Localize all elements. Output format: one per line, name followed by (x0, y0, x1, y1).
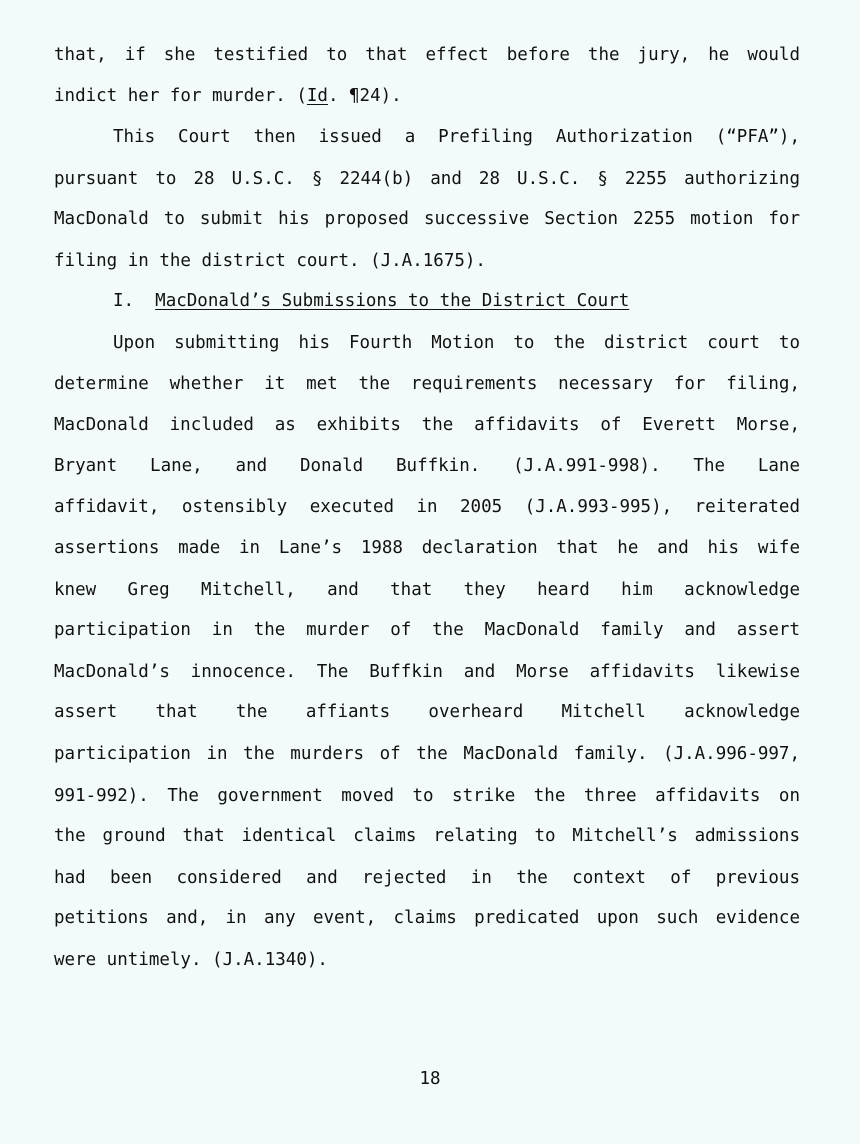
text-fragment: . ¶24). (327, 86, 402, 106)
paragraph-3-line-12: 991-992). The government moved to strike the three affidavits on (54, 786, 800, 806)
paragraph-2-line-1: This Court then issued a Prefiling Authorization (“PFA”), (113, 127, 800, 147)
paragraph-3-line-8: participation in the murder of the MacDonald family and assert (54, 620, 800, 640)
paragraph-3-line-4: Bryant Lane, and Donald Buffkin. (J.A.991-998). The Lane (54, 456, 800, 476)
section-number: I. (113, 291, 135, 311)
paragraph-3-line-3: MacDonald included as exhibits the affidavits of Everett Morse, (54, 415, 800, 435)
text-fragment: indict her for murder. ( (54, 86, 307, 106)
paragraph-1-line-1: that, if she testified to that effect before the jury, he would (54, 45, 800, 65)
paragraph-1-line-2 (54, 84, 800, 108)
paragraph-3-line-1: Upon submitting his Fourth Motion to the district court to (113, 333, 800, 353)
paragraph-2-line-3: MacDonald to submit his proposed successive Section 2255 motion for (54, 209, 800, 229)
section-heading (113, 289, 629, 313)
paragraph-3-line-11: participation in the murders of the MacDonald family. (J.A.996-997, (54, 744, 800, 764)
paragraph-3-line-5: affidavit, ostensibly executed in 2005 (J.A.993-995), reiterated (54, 497, 800, 517)
paragraph-3-line-15: petitions and, in any event, claims predicated upon such evidence (54, 908, 800, 928)
paragraph-2-line-2: pursuant to 28 U.S.C. § 2244(b) and 28 U.S.C. § 2255 authorizing (54, 169, 800, 189)
paragraph-3-line-16: were untimely. (J.A.1340). (54, 950, 328, 970)
paragraph-3-line-10: assert that the affiants overheard Mitchell acknowledge (54, 702, 800, 722)
paragraph-2-line-4: filing in the district court. (J.A.1675). (54, 251, 486, 271)
paragraph-3-line-6: assertions made in Lane’s 1988 declaration that he and his wife (54, 538, 800, 558)
section-title: MacDonald’s Submissions to the District Court (155, 291, 630, 311)
page-number: 18 (419, 1069, 441, 1089)
paragraph-3-line-7: knew Greg Mitchell, and that they heard him acknowledge (54, 580, 800, 600)
paragraph-3-line-13: the ground that identical claims relating to Mitchell’s admissions (54, 826, 800, 846)
id-citation: Id (306, 86, 328, 106)
paragraph-3-line-2: determine whether it met the requirements necessary for filing, (54, 374, 800, 394)
paragraph-3-line-14: had been considered and rejected in the context of previous (54, 868, 800, 888)
paragraph-3-line-9: MacDonald’s innocence. The Buffkin and Morse affidavits likewise (54, 662, 800, 682)
